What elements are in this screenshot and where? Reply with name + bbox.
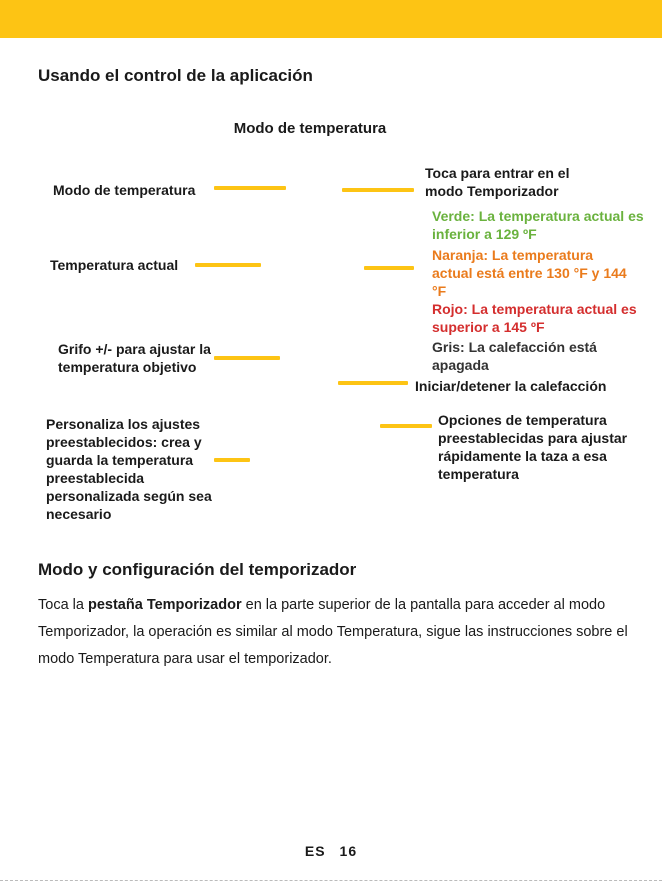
label-status-green: Verde: La temperatura actual es inferior a 129 ºF bbox=[432, 208, 644, 242]
pointer-line-timer-tab bbox=[342, 188, 414, 192]
label-preset-options: Opciones de temperatura preestablecidas para ajustar rápidamente la taza a esa temperatura bbox=[438, 412, 628, 482]
timer-text-before: Toca la bbox=[38, 597, 88, 613]
footer-language: ES bbox=[304, 843, 326, 859]
page-number: 16 bbox=[339, 843, 358, 859]
pointer-line-current-temp-status bbox=[364, 266, 414, 270]
pointer-line-start-stop bbox=[338, 381, 408, 385]
pointer-line-current-temperature bbox=[195, 263, 261, 267]
pointer-line-temperature-mode bbox=[214, 186, 286, 190]
label-current-temperature: Temperatura actual bbox=[50, 257, 179, 273]
section-heading-timer: Modo y configuración del temporizador bbox=[38, 560, 357, 579]
section-heading-app-control: Usando el control de la aplicación bbox=[38, 66, 313, 85]
label-temperature-mode: Modo de temperatura bbox=[53, 182, 196, 198]
label-timer-tab: Toca para entrar en el modo Temporizador bbox=[425, 165, 570, 199]
timer-tab-emphasis: pestaña Temporizador bbox=[87, 597, 242, 613]
pointer-line-adjust-target bbox=[214, 356, 280, 360]
label-start-stop-heating: Iniciar/detener la calefacción bbox=[415, 378, 607, 394]
label-status-orange: Naranja: La temperatura actual está entre 130 °F y 144 °F bbox=[432, 247, 627, 299]
diagram-title: Modo de temperatura bbox=[233, 120, 387, 137]
top-accent-bar bbox=[0, 0, 662, 38]
timer-text-after: en la parte superior de la pantalla para acceder al modo Temporizador, la operación es similar al modo Temperatura, sigue las instrucciones sobre el modo Temperatura para usar el temporizador. bbox=[38, 597, 628, 667]
label-custom-presets: Personaliza los ajustes preestablecidos: crea y guarda la temperatura preestablecida personalizada según sea necesario bbox=[46, 416, 212, 522]
label-status-gray: Gris: La calefacción está apagada bbox=[432, 339, 597, 373]
page-footer bbox=[0, 843, 662, 859]
label-adjust-target: Grifo +/- para ajustar la temperatura objetivo bbox=[58, 341, 211, 375]
pointer-line-presets bbox=[380, 424, 432, 428]
page-bottom-rule bbox=[0, 880, 662, 882]
timer-instructions bbox=[38, 592, 638, 673]
label-status-red: Rojo: La temperatura actual es superior a 145 ºF bbox=[432, 301, 637, 335]
pointer-line-custom-presets bbox=[214, 458, 250, 462]
